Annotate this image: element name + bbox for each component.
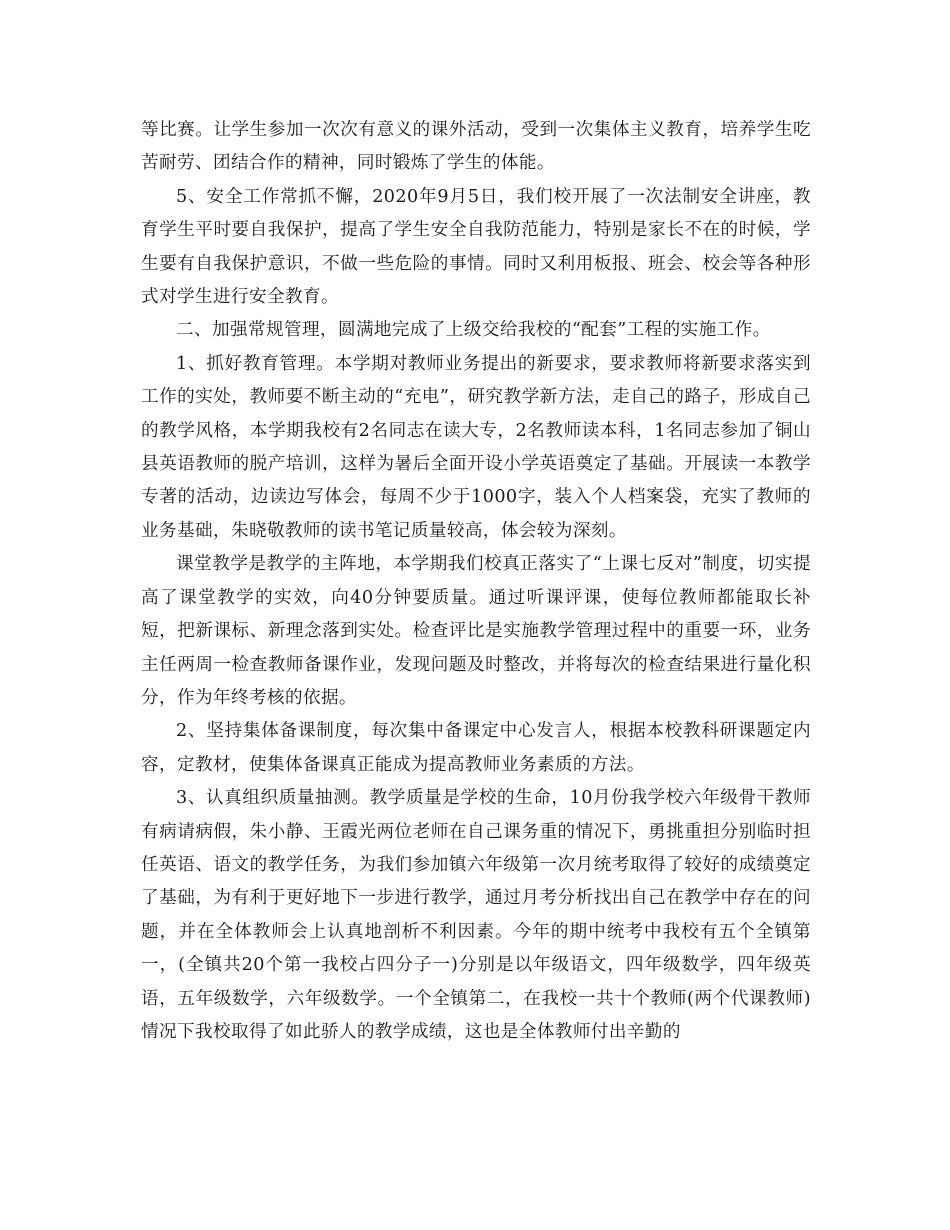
paragraph-quality-testing: 3、认真组织质量抽测。教学质量是学校的生命，10月份我学校六年级骨干教师有病请病假，朱小静、王霞光两位老师在自己课务重的情况下，勇挑重担分别临时担任英语、语文的教学任务，为我们参加镇六年级第一次月统考取得了较好的成绩奠定了基础，为有利于更好地下一步进行教学，通过月考分析找出自己在教学中存在的问题，并在全体教师会上认真地剖析不利因素。今年的期中统考中我校有五个全镇第一，(全镇共20个第一我校占四分子一)分别是以年级语文，四年级数学，四年级英语，五年级数学，六年级数学。一个全镇第二，在我校一共十个教师(两个代课教师)情况下我校取得了如此骄人的教学成绩，这也是全体教师付出辛勤的 bbox=[141, 788, 811, 1042]
paragraph-collective-lesson-prep: 2、坚持集体备课制度，每次集中备课定中心发言人，根据本校教科研课题定内容，定教材，使集体备课真正能成为提高教师业务素质的方法。 bbox=[141, 721, 811, 775]
document-page bbox=[141, 114, 811, 1049]
section-heading-routine-management: 二、加强常规管理，圆满地完成了上级交给我校的“配套”工程的实施工作。 bbox=[176, 320, 771, 341]
paragraph-continuation: 等比赛。让学生参加一次次有意义的课外活动，受到一次集体主义教育，培养学生吃苦耐劳、团结合作的精神，同时锻炼了学生的体能。 bbox=[141, 120, 811, 174]
paragraph-education-management: 1、抓好教育管理。本学期对教师业务提出的新要求，要求教师将新要求落实到工作的实处，教师要不断主动的“充电”，研究教学新方法，走自己的路子，形成自己的教学风格，本学期我校有2名同志在读大专，2名教师读本科，1名同志参加了铜山县英语教师的脱产培训，这样为暑后全面开设小学英语奠定了基础。开展读一本教学专著的活动，边读边写体会，每周不少于1000字，装入个人档案袋，充实了教师的业务基础，朱晓敬教师的读书笔记质量较高，体会较为深刻。 bbox=[141, 353, 811, 541]
paragraph-safety-work: 5、安全工作常抓不懈，2020年9月5日，我们校开展了一次法制安全讲座，教育学生平时要自我保护，提高了学生安全自我防范能力，特别是家长不在的时候，学生要有自我保护意识，不做一些危险的事情。同时又利用板报、班会、校会等各种形式对学生进行安全教育。 bbox=[141, 186, 811, 308]
paragraph-classroom-teaching: 课堂教学是教学的主阵地，本学期我们校真正落实了“上课七反对”制度，切实提高了课堂教学的实效，向40分钟要质量。通过听课评课，使每位教师都能取长补短，把新课标、新理念落到实处。检查评比是实施教学管理过程中的重要一环，业务主任两周一检查教师备课作业，发现问题及时整改，并将每次的检查结果进行量化积分，作为年终考核的依据。 bbox=[141, 554, 811, 708]
